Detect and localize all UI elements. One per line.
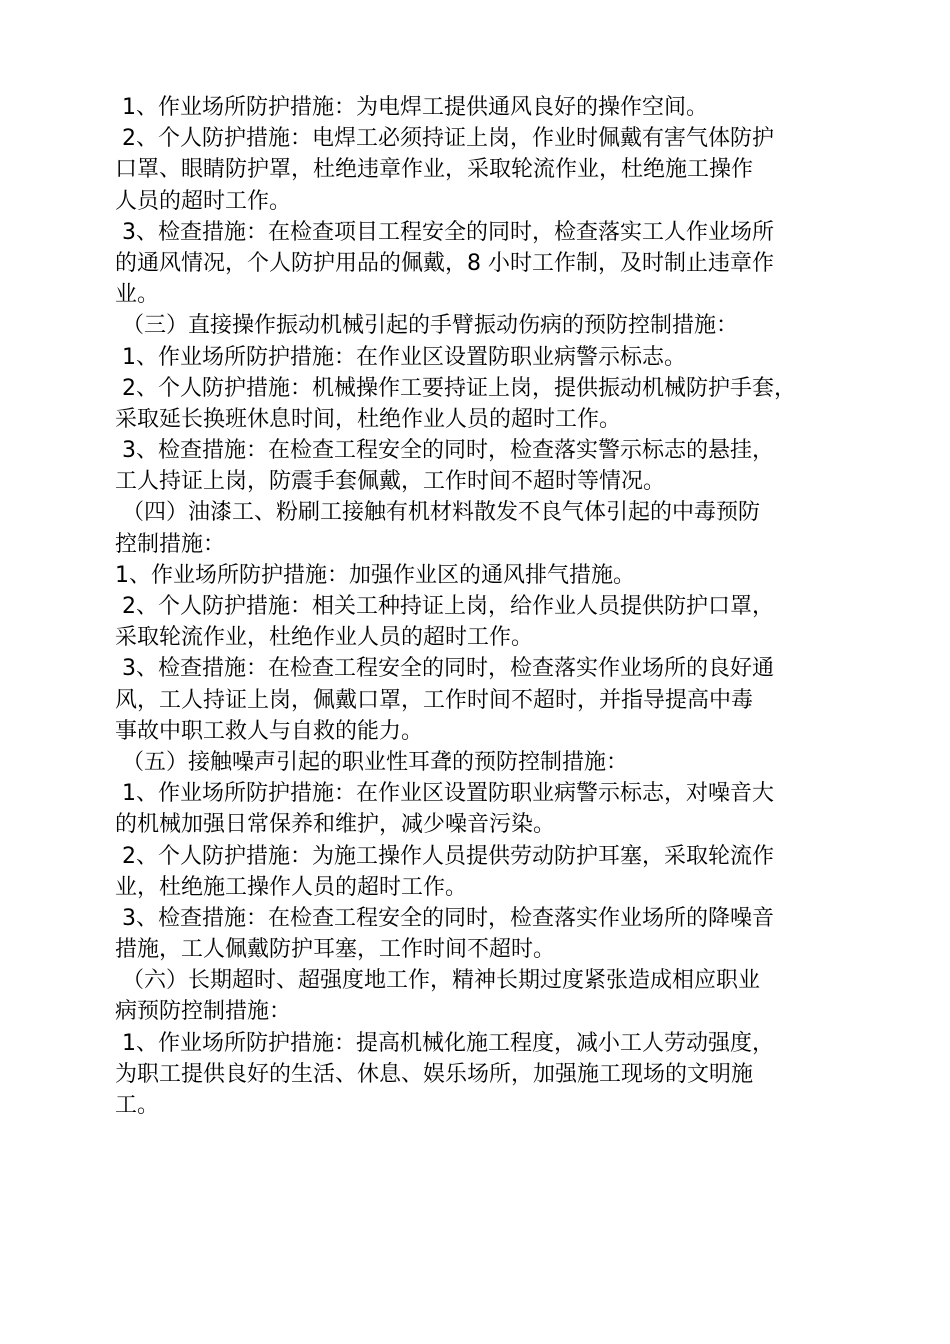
text-line: 的通风情况，个人防护用品的佩戴，8 小时工作制，及时制止违章作 (115, 250, 774, 276)
text-line: 1、作业场所防护措施：在作业区设置防职业病警示标志，对噪音大 (115, 781, 774, 807)
section-heading: （三）直接操作振动机械引起的手臂振动伤病的预防控制措施： (115, 313, 738, 339)
section-heading: 控制措施： (115, 531, 226, 557)
section-heading: （五）接触噪声引起的职业性耳聋的预防控制措施： (115, 749, 628, 775)
text-line: 1、作业场所防护措施：加强作业区的通风排气措施。 (115, 562, 635, 588)
text-line: 的机械加强日常保养和维护，减少噪音污染。 (115, 812, 556, 838)
text-line: 2、个人防护措施：机械操作工要持证上岗，提供振动机械防护手套， (115, 375, 796, 401)
text-line: 工。 (115, 1093, 160, 1118)
text-line: 措施，工人佩戴防护耳塞，工作时间不超时。 (115, 937, 556, 963)
text-line: 3、检查措施：在检查项目工程安全的同时，检查落实工人作业场所 (115, 219, 774, 245)
text-line: 3、检查措施：在检查工程安全的同时，检查落实作业场所的降噪音 (115, 905, 774, 931)
text-line: 业。 (115, 282, 160, 308)
text-line: 1、作业场所防护措施：提高机械化施工程度，减小工人劳动强度， (115, 1030, 774, 1056)
text-line: 事故中职工救人与自救的能力。 (115, 718, 424, 744)
text-line: 3、检查措施：在检查工程安全的同时，检查落实作业场所的良好通 (115, 656, 774, 682)
text-line: 采取延长换班休息时间，杜绝作业人员的超时工作。 (115, 406, 622, 432)
text-line: 业，杜绝施工操作人员的超时工作。 (115, 874, 468, 900)
text-line: 1、作业场所防护措施：为电焊工提供通风良好的操作空间。 (115, 95, 708, 120)
text-line: 风，工人持证上岗，佩戴口罩，工作时间不超时，并指导提高中毒 (115, 687, 754, 713)
section-heading: （六）长期超时、超强度地工作，精神长期过度紧张造成相应职业 (115, 968, 760, 994)
text-line: 2、个人防护措施：相关工种持证上岗，给作业人员提供防护口罩， (115, 594, 774, 619)
section-heading: 病预防控制措施： (115, 999, 292, 1025)
text-line: 1、作业场所防护措施：在作业区设置防职业病警示标志。 (115, 344, 686, 370)
text-line: 2、个人防护措施：为施工操作人员提供劳动防护耳塞，采取轮流作 (115, 843, 774, 869)
text-line: 口罩、眼睛防护罩，杜绝违章作业，采取轮流作业，杜绝施工操作 (115, 157, 754, 183)
text-line: 2、个人防护措施：电焊工必须持证上岗，作业时佩戴有害气体防护 (115, 126, 774, 152)
text-line: 3、检查措施：在检查工程安全的同时，检查落实警示标志的悬挂， (115, 438, 774, 464)
text-line: 为职工提供良好的生活、休息、娱乐场所，加强施工现场的文明施 (115, 1061, 754, 1087)
text-line: 采取轮流作业，杜绝作业人员的超时工作。 (115, 625, 534, 651)
section-heading: （四）油漆工、粉刷工接触有机材料散发不良气体引起的中毒预防 (115, 500, 760, 526)
body-text (115, 92, 850, 1121)
text-line: 工人持证上岗，防震手套佩戴，工作时间不超时等情况。 (115, 469, 666, 495)
text-line: 人员的超时工作。 (115, 188, 292, 214)
